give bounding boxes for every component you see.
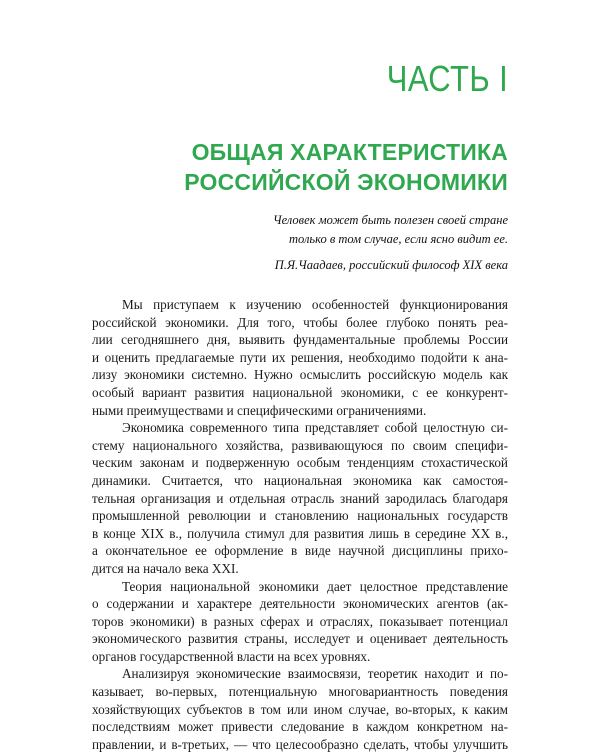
epigraph-line: Человек может быть полезен своей стране	[272, 213, 508, 227]
text-line: а окончательное ее оформление в виде научной дисциплины прихо-	[92, 543, 508, 559]
text-line: лизу экономики системно. Нужно осмыслить российскую модель как	[92, 367, 508, 383]
body-text	[92, 296, 508, 753]
chapter-title-line: ОБЩАЯ ХАРАКТЕРИСТИКА	[191, 139, 508, 165]
chapter-title	[184, 137, 508, 197]
text-line: о содержании и характере деятельности экономических агентов (ак-	[92, 596, 508, 612]
text-line: ными преимуществами и специфическими ограничениями.	[92, 402, 427, 418]
epigraph-line: только в том случае, если ясно видит ее.	[288, 232, 508, 246]
text-line: стему национального хозяйства, развивающуюся по своим специфи-	[92, 437, 508, 453]
paragraph	[92, 665, 508, 753]
text-line: казывает, во-первых, потенциальную многовариантность поведения	[92, 684, 508, 700]
text-line: в конце XIX в., получила стимул для развития лишь в середине XX в.,	[92, 525, 508, 541]
text-line: хозяйствующих субъектов в том или ином случае, во-вторых, к каким	[92, 701, 508, 717]
paragraph	[92, 296, 508, 419]
text-line: последствиям может привести следование в каждом конкретном на-	[92, 719, 508, 735]
text-line: ческим законам и подверженную особым тенденциям стохастической	[92, 455, 508, 471]
text-line: Анализируя экономические взаимосвязи, теоретик находит и по-	[122, 666, 508, 682]
text-line: правлении, и в-третьих, — что целесообразно сделать, чтобы улучшить	[92, 736, 508, 752]
text-line: и оценить предлагаемые пути их решения, необходимо подойти к ана-	[92, 349, 508, 365]
chapter-title-line: РОССИЙСКОЙ ЭКОНОМИКИ	[184, 169, 508, 195]
epigraph-author: П.Я.Чаадаев, российский философ XIX века	[274, 258, 508, 272]
paragraph	[92, 578, 508, 666]
text-line: Теория национальной экономики дает целостное представление	[122, 578, 508, 594]
text-line: торов экономики) в разных сферах и отраслях, показывает потенциал	[92, 613, 508, 629]
text-line: лии сегодняшнего дня, выявить фундаментальные проблемы России	[92, 332, 508, 348]
text-line: российской экономики. Для того, чтобы более глубоко понять реа-	[92, 314, 508, 330]
text-line: Экономика современного типа представляет собой целостную си-	[122, 420, 508, 436]
text-line: дится на начало века XXI.	[92, 560, 239, 576]
part-title: ЧАСТЬ I	[386, 58, 508, 99]
text-line: Мы приступаем к изучению особенностей функционирования	[122, 297, 508, 312]
text-line: органов государственной власти на всех уровнях.	[92, 648, 371, 664]
text-line: экономического развития страны, исследует и оценивает деятельность	[92, 631, 508, 647]
paragraph	[92, 419, 508, 577]
text-line: тельная организация и отдельная отрасль знаний зародилась благодаря	[92, 490, 508, 506]
epigraph	[273, 211, 508, 275]
text-line: особый вариант развития национальной экономики, с ее конкурент-	[92, 384, 508, 400]
text-line: промышленной революции и становлению национальных государств	[92, 508, 508, 524]
text-line: динамики. Считается, что национальная экономика как самостоя-	[92, 472, 508, 488]
